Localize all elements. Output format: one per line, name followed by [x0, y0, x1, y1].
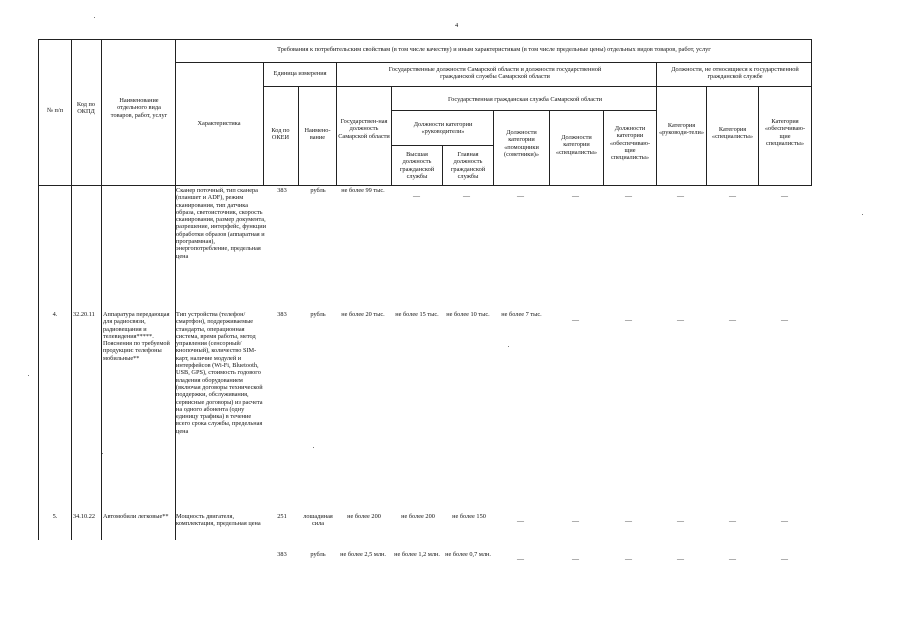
header-specialists: Должности категории «специалисты» [555, 134, 598, 156]
column-divider [656, 62, 657, 185]
cell-ng-heads: — [677, 555, 684, 563]
column-divider [603, 110, 604, 185]
cell-main: — [463, 192, 470, 200]
header-ng-support: Категория «обеспечиваю-щие специалисты» [764, 118, 806, 147]
cell-no: 4. [52, 311, 58, 318]
cell-helpers: — [517, 517, 524, 525]
column-divider [71, 185, 72, 540]
cell-ng-support: — [781, 517, 788, 525]
column-divider [442, 145, 443, 185]
column-divider [391, 86, 392, 185]
cell-high: — [413, 192, 420, 200]
table-left-border [38, 39, 39, 185]
header-civil-service: Государственная гражданская служба Самарской области [448, 96, 602, 103]
header-gov-group: Государственные должности Самарской области и должности государственной гражданской службы Самарской области [388, 66, 602, 81]
cell-ng-heads: — [677, 192, 684, 200]
header-ng-heads: Категория «руководи-тели» [658, 122, 705, 137]
header-support: Должности категории «обеспечиваю-щие специалисты» [609, 125, 651, 162]
header-line [392, 110, 656, 111]
cell-high: не более 15 тыс. [395, 311, 439, 318]
cell-support: — [625, 555, 632, 563]
cell-okei: 383 [277, 551, 287, 558]
cell-gov: не более 99 тыс. [341, 187, 385, 194]
cell-helpers: — [517, 555, 524, 563]
column-divider [706, 86, 707, 185]
cell-no: 5. [52, 513, 58, 520]
cell-gov: не более 2,5 млн. [340, 551, 386, 558]
cell-ng-support: — [781, 192, 788, 200]
cell-ng-specialists: — [729, 517, 736, 525]
cell-characteristic: Тип устройства (телефон/смартфон), поддерживаемые стандарты, операционная система, время работы, метод управления (сенсорный/кнопочный), количество SIM-карт, наличие модулей и интерфейсов (Wi-Fi, Bluetooth, USB, GPS), стоимость годового владения оборудованием (включая договоры технической поддержки, обслуживания, сервисные договоры) из расчета на одного абонента (одну единицу трафика) в течение всего срока службы, предельная цена [176, 311, 263, 435]
cell-characteristic: Сканер поточный, тип сканера (планшет и ADF), режим сканирования, тип датчика образа, светоисточник, скорость сканирования, размер документа, разрешение, интерфейс, функции обработки образов (аппаратная и программная), энергопотребление, предельная цена [176, 187, 266, 260]
header-line [263, 86, 336, 87]
column-divider [101, 185, 102, 540]
header-heads-high: Высшая должность гражданской службы [399, 151, 435, 180]
cell-ng-heads: — [677, 316, 684, 324]
cell-specialists: — [572, 555, 579, 563]
header-col-no: № п/п [46, 107, 64, 114]
header-line [175, 62, 812, 63]
header-col-name: Наименование отдельного вида товаров, работ, услуг [110, 97, 168, 119]
cell-specialists: — [572, 192, 579, 200]
column-divider [493, 110, 494, 185]
cell-main: не более 0,7 млн. [445, 551, 491, 558]
cell-okei: 383 [277, 187, 287, 194]
cell-okpd: 34.10.22 [73, 513, 96, 520]
header-col-characteristic: Характеристика [197, 120, 241, 127]
cell-support: — [625, 517, 632, 525]
scan-speck [102, 453, 103, 454]
column-divider [38, 185, 39, 540]
cell-ng-specialists: — [729, 555, 736, 563]
scan-speck [28, 375, 29, 376]
header-heads-group: Должности категории «руководители» [413, 121, 473, 136]
column-divider [175, 39, 176, 185]
cell-ng-heads: — [677, 517, 684, 525]
header-line [337, 86, 812, 87]
column-divider [336, 62, 337, 185]
scan-speck [313, 447, 314, 448]
cell-high: не более 200 [401, 513, 435, 520]
cell-main: не более 10 тыс. [446, 311, 490, 318]
table-top-border [38, 39, 812, 40]
column-divider [549, 110, 550, 185]
cell-main: не более 150 [452, 513, 486, 520]
column-divider [263, 62, 264, 185]
column-divider [298, 86, 299, 185]
cell-name: Автомобили легковые** [103, 513, 169, 520]
cell-unit: рубль [310, 311, 326, 318]
cell-specialists: — [572, 316, 579, 324]
cell-okpd: 32.20.11 [73, 311, 95, 318]
header-group-requirements: Требования к потребительским свойствам (в том числе качеству) и иным характеристикам (в том числе предельные цены) отдельных видов товаров, работ, услуг [277, 46, 711, 53]
scan-speck [94, 17, 95, 18]
header-gov-positions: Государствен-ная должность Самарской области [338, 118, 390, 140]
column-divider [758, 86, 759, 185]
cell-okei: 383 [277, 311, 287, 318]
scan-speck [508, 346, 509, 347]
cell-high: не более 1,2 млн. [394, 551, 440, 558]
header-unit-okei: Код по ОКЕИ [271, 127, 290, 142]
header-helpers: Должности категории «помощники (советники)» [504, 129, 539, 158]
header-nongov-group: Должности, не относящиеся к государственной гражданской службе [671, 66, 799, 81]
cell-characteristic: Мощность двигателя, комплектация, предельная цена [176, 513, 261, 528]
cell-ng-specialists: — [729, 192, 736, 200]
cell-support: — [625, 192, 632, 200]
header-unit-name: Наимено-вание [304, 127, 331, 142]
cell-ng-support: — [781, 555, 788, 563]
header-heads-main: Главная должность гражданской службы [450, 151, 486, 180]
cell-helpers: не более 7 тыс. [501, 311, 542, 318]
cell-okei: 251 [277, 513, 287, 520]
cell-name: Аппаратура передающая для радиосвязи, радиовещания и телевидения*****. Пояснения по требуемой продукции: телефоны мобильные** [103, 311, 170, 362]
header-unit-group: Единица измерения [273, 70, 327, 77]
cell-helpers: — [517, 192, 524, 200]
table-right-border [811, 39, 812, 185]
column-divider [101, 39, 102, 185]
cell-unit: лошадиная сила [303, 513, 333, 528]
cell-specialists: — [572, 517, 579, 525]
cell-unit: рубль [310, 187, 326, 194]
cell-support: — [625, 316, 632, 324]
cell-ng-specialists: — [729, 316, 736, 324]
cell-unit: рубль [310, 551, 326, 558]
header-bottom-border [38, 185, 812, 186]
header-col-okpd: Код по ОКПД [76, 101, 96, 116]
scan-speck [862, 214, 863, 215]
cell-gov: не более 200 [347, 513, 381, 520]
header-ng-specialists: Категория «специалисты» [711, 126, 754, 141]
cell-ng-support: — [781, 316, 788, 324]
page-number: 4 [455, 22, 459, 29]
cell-gov: не более 20 тыс. [341, 311, 385, 318]
